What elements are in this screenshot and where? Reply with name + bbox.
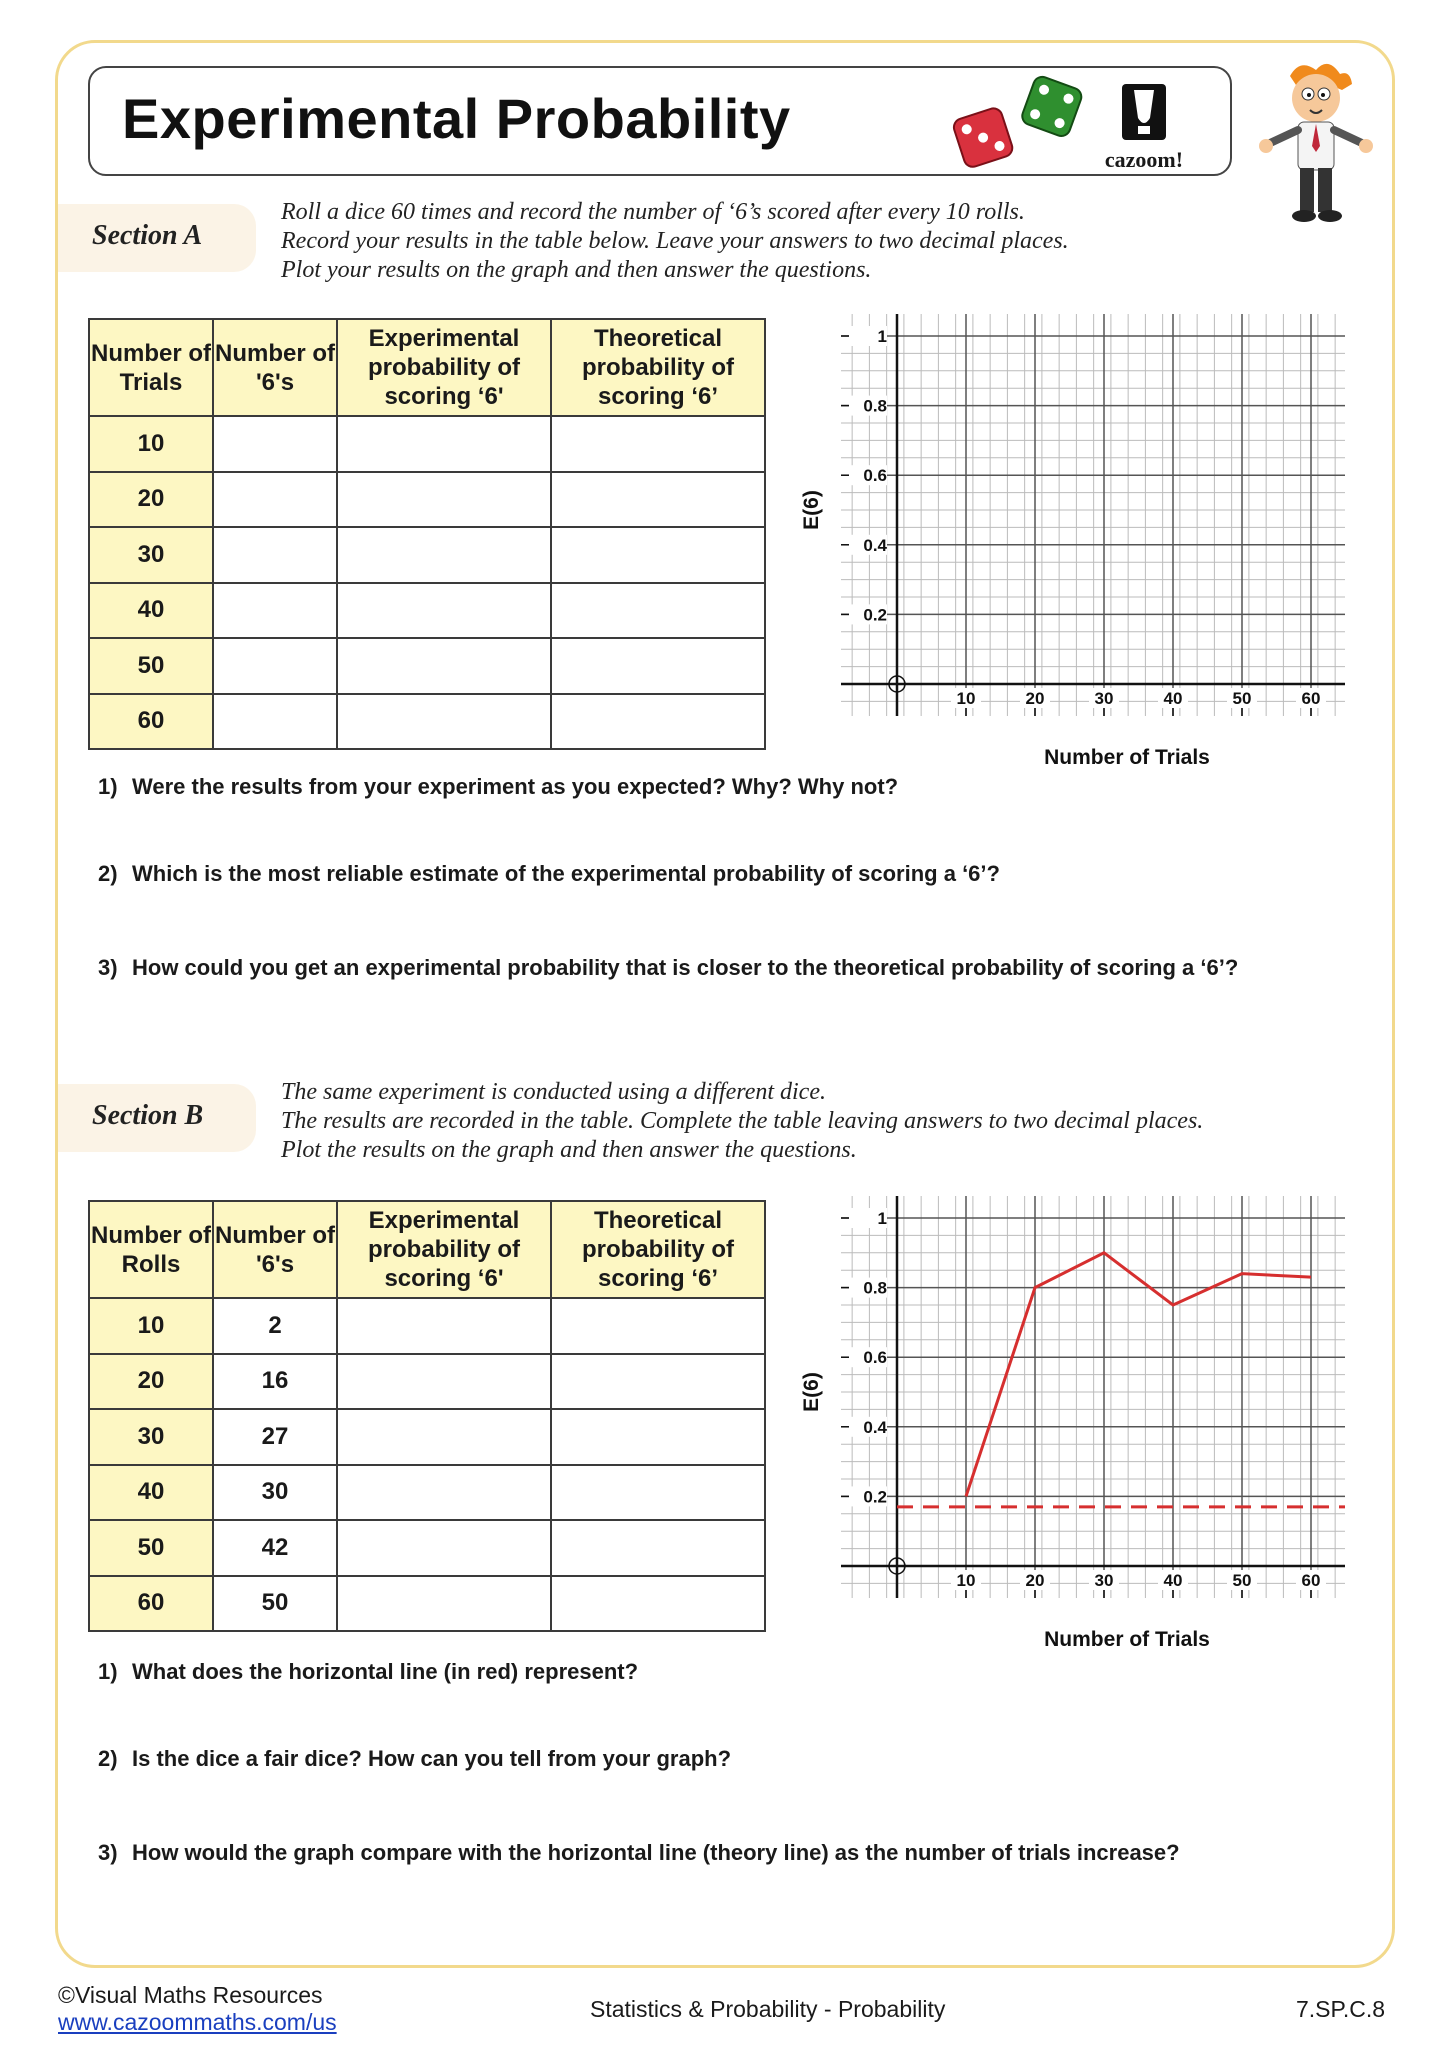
col-header: Theoretical probability of scoring ‘6’ (551, 319, 765, 416)
x-tick-label: 60 (1301, 689, 1321, 708)
y-axis-label: E(6) (800, 490, 823, 530)
x-tick-label: 20 (1025, 689, 1045, 708)
table-cell: 20 (89, 1354, 213, 1410)
col-header: Number of '6's (213, 1201, 337, 1298)
table-cell[interactable] (337, 1298, 551, 1354)
table-cell: 10 (89, 416, 213, 472)
page-title: Experimental Probability (122, 87, 791, 150)
table-row (89, 1354, 765, 1410)
x-tick-label: 30 (1094, 1571, 1114, 1590)
table-cell[interactable] (551, 1354, 765, 1410)
section-a-tab (58, 204, 256, 272)
x-tick-label: 40 (1163, 1571, 1183, 1590)
red-dice-icon (948, 100, 1022, 174)
col-header: Number of Trials (89, 319, 213, 416)
col-header: Number of Rolls (89, 1201, 213, 1298)
x-tick-label: 50 (1232, 689, 1252, 708)
question (98, 955, 1238, 981)
table-cell[interactable] (337, 1409, 551, 1465)
table-cell[interactable] (551, 1520, 765, 1576)
table-cell: 30 (89, 1409, 213, 1465)
y-tick-label: 0.4 (863, 535, 887, 555)
website-link[interactable]: www.cazoommaths.com/us (58, 2009, 337, 2035)
table-row (89, 1409, 765, 1465)
table-cell[interactable] (551, 1298, 765, 1354)
y-tick-label: 0.6 (863, 1348, 887, 1368)
table-cell: 2 (213, 1298, 337, 1354)
table-row (89, 472, 765, 528)
section-a-label: Section A (92, 220, 203, 251)
question-text: Were the results from your experiment as you expected? Why? Why not? (132, 774, 899, 799)
cazoom-logo (1090, 80, 1198, 172)
question-number: 3) (98, 955, 118, 980)
section-a-graph (795, 306, 1355, 776)
instruction-line: The results are recorded in the table. Complete the table leaving answers to two decimal places. (281, 1108, 1204, 1134)
table-cell: 27 (213, 1409, 337, 1465)
table-cell: 40 (89, 1465, 213, 1521)
table-cell[interactable] (337, 1576, 551, 1632)
question-number: 2) (98, 861, 118, 886)
instruction-line: Roll a dice 60 times and record the number of ‘6’s scored after every 10 rolls. (281, 199, 1025, 225)
y-tick-label: 1 (877, 327, 887, 346)
y-tick-label: 0.2 (863, 605, 887, 625)
col-header: Experimental probability of scoring ‘6' (337, 1201, 551, 1298)
table-cell: 60 (89, 694, 213, 750)
col-header: Theoretical probability of scoring ‘6’ (551, 1201, 765, 1298)
x-axis-label: Number of Trials (1044, 1628, 1210, 1651)
table-cell: 50 (89, 1520, 213, 1576)
copyright: ©Visual Maths Resources (58, 1982, 323, 2008)
instruction-line: The same experiment is conducted using a different dice. (281, 1079, 826, 1105)
trophy-icon (1090, 80, 1198, 144)
section-b-tab (58, 1084, 256, 1152)
table-cell[interactable] (337, 527, 551, 583)
table-cell[interactable] (337, 638, 551, 694)
table-cell[interactable] (213, 416, 337, 472)
table-cell[interactable] (337, 1520, 551, 1576)
x-tick-label: 60 (1301, 1571, 1321, 1590)
footer-code: 7.SP.C.8 (1296, 1996, 1386, 2022)
table-cell[interactable] (551, 583, 765, 639)
section-a-table (88, 318, 766, 750)
x-tick-label: 10 (956, 689, 976, 708)
col-header: Experimental probability of scoring ‘6' (337, 319, 551, 416)
table-cell: 16 (213, 1354, 337, 1410)
x-tick-label: 50 (1232, 1571, 1252, 1590)
question-number: 2) (98, 1746, 118, 1771)
y-tick-label: 0.8 (863, 1278, 887, 1298)
table-cell[interactable] (551, 1409, 765, 1465)
table-cell: 42 (213, 1520, 337, 1576)
section-a-instructions (281, 198, 1069, 285)
x-tick-label: 10 (956, 1571, 976, 1590)
section-b-table (88, 1200, 766, 1632)
question-text: How could you get an experimental probability that is closer to the theoretical probability of scoring a ‘6’? (132, 955, 1239, 980)
instruction-line: Plot your results on the graph and then answer the questions. (281, 257, 872, 283)
question (98, 861, 1000, 887)
question (98, 774, 898, 800)
x-tick-label: 20 (1025, 1571, 1045, 1590)
table-cell[interactable] (213, 527, 337, 583)
table-cell: 30 (89, 527, 213, 583)
table-cell[interactable] (551, 1576, 765, 1632)
question-number: 1) (98, 774, 118, 799)
footer-left (58, 1982, 337, 2036)
table-row (89, 583, 765, 639)
table-cell[interactable] (551, 527, 765, 583)
question-text: What does the horizontal line (in red) represent? (132, 1659, 639, 1684)
table-cell: 60 (89, 1576, 213, 1632)
table-cell[interactable] (213, 638, 337, 694)
table-row (89, 1465, 765, 1521)
table-row (89, 1576, 765, 1632)
table-cell: 40 (89, 583, 213, 639)
table-cell[interactable] (337, 1354, 551, 1410)
table-cell[interactable] (337, 416, 551, 472)
x-axis-label: Number of Trials (1044, 746, 1210, 769)
table-cell: 50 (213, 1576, 337, 1632)
table-row (89, 416, 765, 472)
y-tick-label: 1 (877, 1209, 887, 1228)
y-tick-label: 0.2 (863, 1487, 887, 1507)
table-cell[interactable] (213, 694, 337, 750)
cartoon-character-icon (1250, 58, 1380, 226)
question-text: Which is the most reliable estimate of the experimental probability of scoring a ‘6’? (132, 861, 1000, 886)
table-cell[interactable] (337, 583, 551, 639)
table-cell[interactable] (213, 583, 337, 639)
footer-topic: Statistics & Probability - Probability (590, 1996, 946, 2022)
question (98, 1659, 638, 1685)
table-cell[interactable] (213, 472, 337, 528)
section-b-graph (795, 1188, 1355, 1658)
table-row (89, 638, 765, 694)
table-row (89, 694, 765, 750)
table-cell[interactable] (337, 472, 551, 528)
y-tick-label: 0.6 (863, 466, 887, 486)
instruction-line: Plot the results on the graph and then answer the questions. (281, 1137, 857, 1163)
green-dice-icon (1016, 72, 1090, 146)
table-cell[interactable] (551, 638, 765, 694)
col-header: Number of '6's (213, 319, 337, 416)
table-row (89, 1298, 765, 1354)
table-row (89, 527, 765, 583)
table-cell[interactable] (551, 1465, 765, 1521)
question (98, 1840, 1180, 1866)
table-cell[interactable] (551, 694, 765, 750)
table-cell: 30 (213, 1465, 337, 1521)
question-number: 1) (98, 1659, 118, 1684)
table-cell[interactable] (337, 1465, 551, 1521)
y-axis-label: E(6) (800, 1372, 823, 1412)
question-text: Is the dice a fair dice? How can you tell from your graph? (132, 1746, 732, 1771)
table-cell[interactable] (551, 416, 765, 472)
table-cell: 20 (89, 472, 213, 528)
x-tick-label: 40 (1163, 689, 1183, 708)
question-number: 3) (98, 1840, 118, 1865)
instruction-line: Record your results in the table below. Leave your answers to two decimal places. (281, 228, 1069, 254)
section-b-label: Section B (92, 1100, 204, 1131)
y-tick-label: 0.4 (863, 1417, 887, 1437)
table-cell: 50 (89, 638, 213, 694)
x-tick-label: 30 (1094, 689, 1114, 708)
question-text: How would the graph compare with the horizontal line (theory line) as the number of trials increase? (132, 1840, 1180, 1865)
table-cell[interactable] (337, 694, 551, 750)
section-b-instructions (281, 1078, 1203, 1165)
table-cell: 10 (89, 1298, 213, 1354)
question (98, 1746, 731, 1772)
table-row (89, 1520, 765, 1576)
y-tick-label: 0.8 (863, 396, 887, 416)
table-cell[interactable] (551, 472, 765, 528)
cazoom-logo-text: cazoom! (1104, 147, 1184, 172)
